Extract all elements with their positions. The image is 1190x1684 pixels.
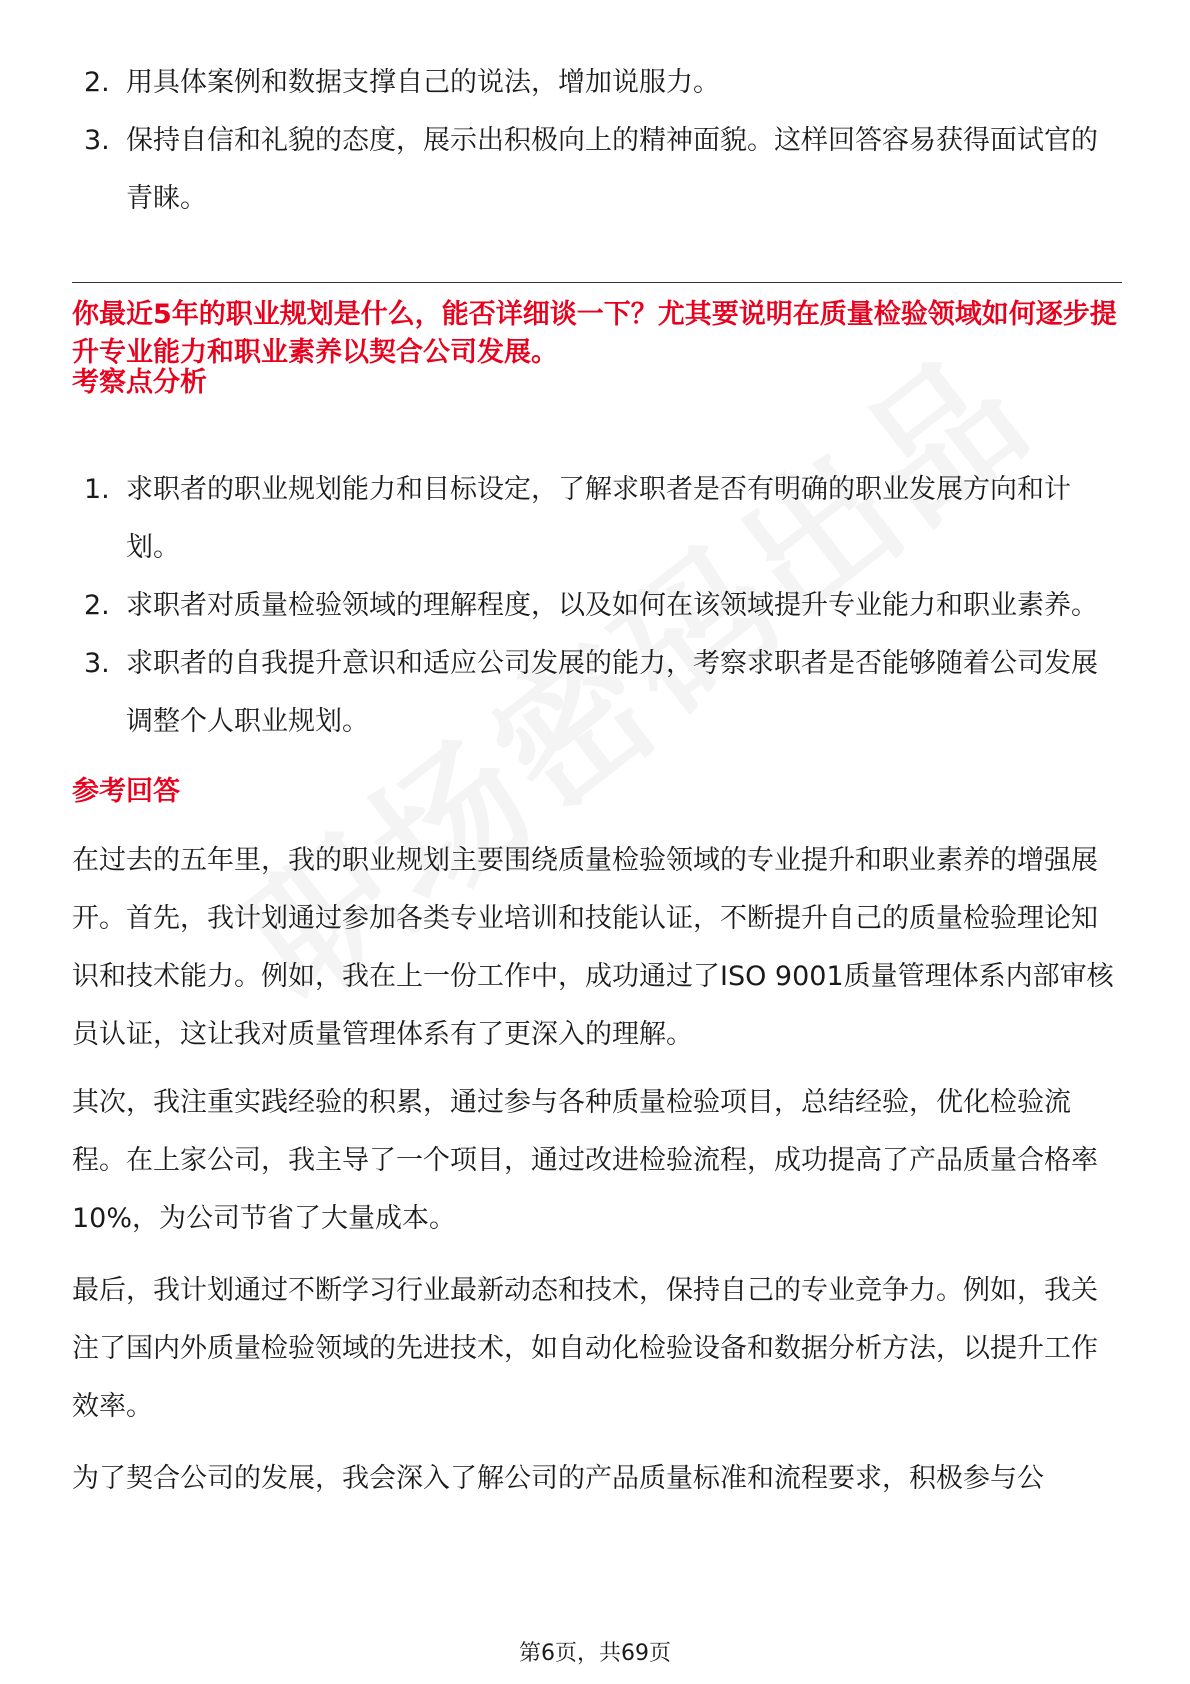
list-item-text: 用具体案例和数据支撑自己的说法，增加说服力。	[126, 67, 720, 98]
previous-tips-list	[72, 54, 1122, 228]
analysis-list	[72, 461, 1122, 751]
answer-paragraph: 在过去的五年里，我的职业规划主要围绕质量检验领域的专业提升和职业素养的增强展开。首先，我计划通过参加各类专业培训和技能认证，不断提升自己的质量检验理论知识和技术能力。例如，我在上一份工作中，成功通过了ISO 9001质量管理体系内部审核员认证，这让我对质量管理体系有了更深入的理解。	[72, 845, 1114, 1050]
analysis-heading: 考察点分析	[72, 367, 207, 398]
list-item	[72, 461, 1122, 577]
list-item-text: 求职者对质量检验领域的理解程度，以及如何在该领域提升专业能力和职业素养。	[126, 590, 1098, 621]
list-item-number: 3.	[84, 125, 110, 156]
list-item-number: 2.	[84, 590, 110, 621]
list-item-number: 1.	[84, 474, 110, 505]
answer-paragraph: 为了契合公司的发展，我会深入了解公司的产品质量标准和流程要求，积极参与公	[72, 1463, 1044, 1494]
answer-heading: 参考回答	[72, 776, 180, 807]
document-page	[72, 0, 1122, 1684]
interview-question: 你最近5年的职业规划是什么，能否详细谈一下？尤其要说明在质量检验领域如何逐步提升专业能力和职业素养以契合公司发展。	[72, 299, 1117, 368]
answer-paragraph: 最后，我计划通过不断学习行业最新动态和技术，保持自己的专业竞争力。例如，我关注了国内外质量检验领域的先进技术，如自动化检验设备和数据分析方法，以提升工作效率。	[72, 1275, 1098, 1422]
list-item	[72, 577, 1122, 635]
list-item-text: 求职者的自我提升意识和适应公司发展的能力，考察求职者是否能够随着公司发展调整个人职业规划。	[126, 648, 1098, 737]
section-divider	[72, 282, 1122, 283]
list-item-text: 求职者的职业规划能力和目标设定，了解求职者是否有明确的职业发展方向和计划。	[126, 474, 1071, 563]
list-item-text: 保持自信和礼貌的态度，展示出积极向上的精神面貌。这样回答容易获得面试官的青睐。	[126, 125, 1098, 214]
list-item-number: 2.	[84, 67, 110, 98]
list-item-number: 3.	[84, 648, 110, 679]
list-item	[72, 54, 1122, 112]
list-item	[72, 112, 1122, 228]
list-item	[72, 635, 1122, 751]
answer-paragraph: 其次，我注重实践经验的积累，通过参与各种质量检验项目，总结经验，优化检验流程。在上家公司，我主导了一个项目，通过改进检验流程，成功提高了产品质量合格率10%，为公司节省了大量成本。	[72, 1087, 1098, 1234]
page-number: 第6页，共69页	[519, 1641, 671, 1666]
